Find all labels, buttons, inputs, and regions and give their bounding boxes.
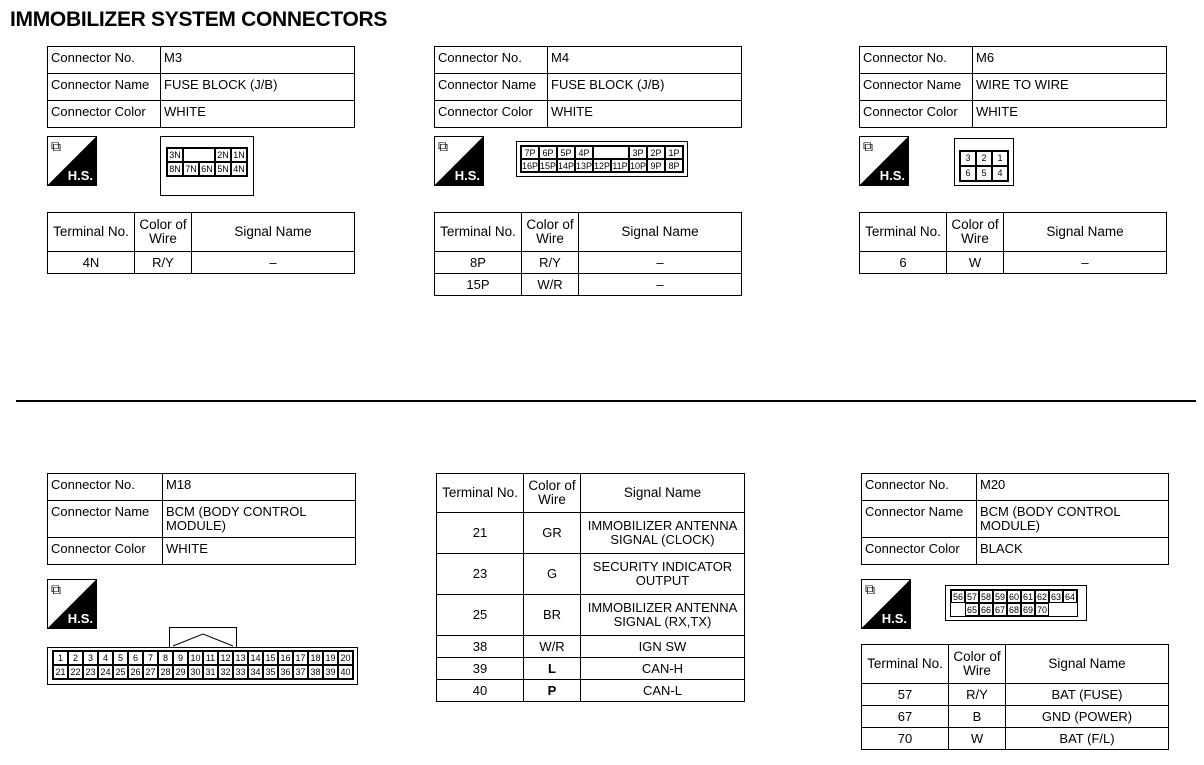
signal-name: –	[579, 252, 742, 274]
m4-connector-face	[516, 141, 688, 177]
m20-terminal-table	[861, 644, 1169, 750]
label-connector-color: Connector Color	[862, 538, 977, 565]
signal-name: –	[1004, 252, 1167, 274]
pin-5: 5	[113, 651, 128, 665]
table-row	[860, 252, 1167, 274]
m4-connector-name: FUSE BLOCK (J/B)	[548, 74, 742, 101]
terminal-no: 15P	[435, 274, 522, 296]
wire-color: GR	[524, 513, 581, 554]
header-terminal-no: Terminal No.	[862, 645, 949, 684]
wire-color: P	[524, 680, 581, 702]
pin-7P: 7P	[521, 146, 539, 159]
header-signal-name: Signal Name	[579, 213, 742, 252]
pin-10P: 10P	[630, 161, 647, 171]
table-row	[437, 595, 745, 636]
header-terminal-no: Terminal No.	[435, 213, 522, 252]
terminal-no: 6	[860, 252, 947, 274]
hs-symbol	[859, 136, 909, 186]
pin-13: 13	[233, 651, 248, 665]
header-signal-name: Signal Name	[581, 474, 745, 513]
pin-26: 26	[128, 665, 143, 679]
m20-connector-color: BLACK	[977, 538, 1169, 565]
header-terminal-no: Terminal No.	[860, 213, 947, 252]
pin-blank	[593, 146, 629, 159]
header-color-of-wire: Color of Wire	[947, 213, 1004, 252]
label-connector-color: Connector Color	[48, 538, 163, 565]
pin-1N: 1N	[231, 148, 247, 162]
pin-62: 62	[1036, 592, 1047, 602]
wire-color: BR	[524, 595, 581, 636]
label-connector-color: Connector Color	[435, 101, 548, 128]
m4-connector-no: M4	[548, 47, 742, 74]
pin-64: 64	[1064, 592, 1075, 602]
pin-13P: 13P	[576, 161, 593, 171]
m18-connector-name: BCM (BODY CONTROL MODULE)	[163, 501, 356, 538]
m20-connector-no: M20	[977, 474, 1169, 501]
m3-connector-no: M3	[161, 47, 355, 74]
terminal-no: 38	[437, 636, 524, 658]
m20-info-table	[861, 473, 1169, 565]
connector-face-icon: ⧉	[865, 581, 875, 597]
wire-color: L	[524, 658, 581, 680]
m6-info-table	[859, 46, 1167, 128]
terminal-no: 4N	[48, 252, 135, 274]
pin-9P: 9P	[647, 159, 665, 172]
wire-color: R/Y	[522, 252, 579, 274]
label-connector-name: Connector Name	[860, 74, 973, 101]
label-connector-name: Connector Name	[862, 501, 977, 538]
pin-16P: 16P	[522, 161, 539, 171]
table-row	[437, 554, 745, 595]
signal-name: IMMOBILIZER ANTENNA SIGNAL (RX,TX)	[581, 595, 745, 636]
m3-terminal-table	[47, 212, 355, 274]
label-connector-no: Connector No.	[48, 474, 163, 501]
label-connector-color: Connector Color	[48, 101, 161, 128]
label-connector-color: Connector Color	[860, 101, 973, 128]
table-row	[437, 680, 745, 702]
terminal-no: 8P	[435, 252, 522, 274]
terminal-no: 39	[437, 658, 524, 680]
pin-8: 8	[158, 651, 173, 665]
m6-terminal-table	[859, 212, 1167, 274]
signal-name: BAT (F/L)	[1006, 728, 1169, 750]
connector-face-icon: ⧉	[51, 138, 61, 154]
terminal-no: 25	[437, 595, 524, 636]
table-row	[435, 252, 742, 274]
table-row	[437, 636, 745, 658]
m18-connector-no: M18	[163, 474, 356, 501]
m3-connector-color: WHITE	[161, 101, 355, 128]
wire-color: W	[949, 728, 1006, 750]
hs-label: H.S.	[881, 611, 907, 626]
header-terminal-no: Terminal No.	[48, 213, 135, 252]
pin-18: 18	[308, 651, 323, 665]
wire-color: R/Y	[135, 252, 192, 274]
pin-4P: 4P	[575, 146, 593, 159]
pin-3: 3	[83, 651, 98, 665]
m4-info-table	[434, 46, 742, 128]
pin-20: 20	[338, 651, 353, 665]
wire-color: W/R	[522, 274, 579, 296]
pin-9: 9	[173, 651, 188, 665]
pin-1: 1	[53, 651, 68, 665]
signal-name: BAT (FUSE)	[1006, 684, 1169, 706]
m20-connector-face	[945, 585, 1087, 621]
pin-11P: 11P	[612, 161, 628, 171]
header-signal-name: Signal Name	[1006, 645, 1169, 684]
pin-16: 16	[278, 651, 293, 665]
signal-name: CAN-L	[581, 680, 745, 702]
table-row	[862, 706, 1169, 728]
pin-2: 2	[68, 651, 83, 665]
pin-21: 21	[53, 665, 68, 679]
terminal-no: 40	[437, 680, 524, 702]
pin-2N: 2N	[215, 148, 231, 162]
pin-68: 68	[1008, 605, 1019, 615]
m18-terminal-table	[436, 473, 745, 702]
pin-19: 19	[323, 651, 338, 665]
connector-face-icon: ⧉	[51, 581, 61, 597]
pin-38: 38	[308, 665, 323, 679]
m4-connector-color: WHITE	[548, 101, 742, 128]
m6-connector-name: WIRE TO WIRE	[973, 74, 1167, 101]
pin-4: 4	[98, 651, 113, 665]
pin-15: 15	[263, 651, 278, 665]
pin-12P: 12P	[594, 161, 611, 171]
pin-32: 32	[218, 665, 233, 679]
pin-3: 3	[960, 151, 976, 166]
pin-3N: 3N	[167, 148, 183, 162]
table-row	[437, 513, 745, 554]
hs-label: H.S.	[67, 611, 93, 626]
terminal-no: 70	[862, 728, 949, 750]
pin-25: 25	[113, 665, 128, 679]
pin-6N: 6N	[199, 162, 215, 176]
wire-color: R/Y	[949, 684, 1006, 706]
m6-connector-no: M6	[973, 47, 1167, 74]
pin-31: 31	[203, 665, 218, 679]
pin-35: 35	[263, 665, 278, 679]
pin-7N: 7N	[183, 162, 199, 176]
pin-67: 67	[994, 605, 1005, 615]
wire-color: W	[947, 252, 1004, 274]
header-color-of-wire: Color of Wire	[522, 213, 579, 252]
connector-face-icon: ⧉	[863, 138, 873, 154]
signal-name: IGN SW	[581, 636, 745, 658]
pin-5N: 5N	[215, 162, 231, 176]
table-row	[48, 252, 355, 274]
terminal-no: 23	[437, 554, 524, 595]
pin-1: 1	[992, 151, 1008, 166]
m3-connector-name: FUSE BLOCK (J/B)	[161, 74, 355, 101]
label-connector-no: Connector No.	[860, 47, 973, 74]
pin-69: 69	[1022, 605, 1033, 615]
table-row	[862, 728, 1169, 750]
pin-60: 60	[1008, 592, 1019, 602]
pin-5P: 5P	[557, 146, 575, 159]
hs-symbol	[861, 579, 911, 629]
header-terminal-no: Terminal No.	[437, 474, 524, 513]
pin-11: 11	[203, 651, 218, 665]
hs-label: H.S.	[67, 168, 93, 183]
wire-color: W/R	[524, 636, 581, 658]
pin-2: 2	[976, 151, 992, 166]
terminal-no: 57	[862, 684, 949, 706]
pin-14P: 14P	[558, 161, 575, 171]
signal-name: SECURITY INDICATOR OUTPUT	[581, 554, 745, 595]
pin-65: 65	[966, 605, 977, 615]
m4-terminal-table	[434, 212, 742, 296]
pin-63: 63	[1050, 592, 1061, 602]
label-connector-no: Connector No.	[435, 47, 548, 74]
pin-2P: 2P	[647, 146, 665, 159]
pin-66: 66	[980, 605, 991, 615]
connector-face-icon: ⧉	[438, 138, 448, 154]
pin-7: 7	[143, 651, 158, 665]
pin-28: 28	[158, 665, 173, 679]
pin-6: 6	[128, 651, 143, 665]
pin-36: 36	[278, 665, 293, 679]
m20-connector-name: BCM (BODY CONTROL MODULE)	[977, 501, 1169, 538]
pin-6: 6	[960, 166, 976, 181]
pin-15P: 15P	[540, 161, 557, 171]
signal-name: –	[192, 252, 355, 274]
signal-name: IMMOBILIZER ANTENNA SIGNAL (CLOCK)	[581, 513, 745, 554]
pin-29: 29	[173, 665, 188, 679]
pin-40: 40	[338, 665, 353, 679]
pin-6P: 6P	[539, 146, 557, 159]
m3-info-table	[47, 46, 355, 128]
pin-12: 12	[218, 651, 233, 665]
pin-23: 23	[83, 665, 98, 679]
section-divider	[16, 400, 1196, 402]
hs-symbol	[434, 136, 484, 186]
pin-22: 22	[68, 665, 83, 679]
pin-3P: 3P	[629, 146, 647, 159]
table-row	[437, 658, 745, 680]
m18-info-table	[47, 473, 356, 565]
table-row	[435, 274, 742, 296]
hs-label: H.S.	[879, 168, 905, 183]
header-signal-name: Signal Name	[1004, 213, 1167, 252]
label-connector-no: Connector No.	[862, 474, 977, 501]
signal-name: –	[579, 274, 742, 296]
pin-24: 24	[98, 665, 113, 679]
pin-59: 59	[994, 592, 1005, 602]
header-color-of-wire: Color of Wire	[524, 474, 581, 513]
label-connector-name: Connector Name	[48, 74, 161, 101]
terminal-no: 21	[437, 513, 524, 554]
pin-61: 61	[1022, 592, 1033, 602]
hs-label: H.S.	[454, 168, 480, 183]
pin-14: 14	[248, 651, 263, 665]
header-color-of-wire: Color of Wire	[135, 213, 192, 252]
pin-1P: 1P	[665, 146, 683, 159]
pin-10: 10	[188, 651, 203, 665]
pin-70: 70	[1036, 605, 1047, 615]
hs-symbol	[47, 579, 97, 629]
pin-56: 56	[952, 592, 963, 602]
pin-4N: 4N	[231, 162, 247, 176]
label-connector-name: Connector Name	[435, 74, 548, 101]
header-signal-name: Signal Name	[192, 213, 355, 252]
signal-name: GND (POWER)	[1006, 706, 1169, 728]
pin-8N: 8N	[167, 162, 183, 176]
wire-color: B	[949, 706, 1006, 728]
pin-58: 58	[980, 592, 991, 602]
label-connector-no: Connector No.	[48, 47, 161, 74]
m6-connector-face	[954, 138, 1014, 186]
pin-30: 30	[188, 665, 203, 679]
wire-color: G	[524, 554, 581, 595]
label-connector-name: Connector Name	[48, 501, 163, 538]
pin-34: 34	[248, 665, 263, 679]
m6-connector-color: WHITE	[973, 101, 1167, 128]
m18-connector-color: WHITE	[163, 538, 356, 565]
pin-57: 57	[966, 592, 977, 602]
m3-connector-face	[160, 136, 254, 196]
hs-symbol	[47, 136, 97, 186]
pin-17: 17	[293, 651, 308, 665]
pin-blank	[183, 148, 215, 162]
pin-5: 5	[976, 166, 992, 181]
pin-8P: 8P	[665, 159, 683, 172]
signal-name: CAN-H	[581, 658, 745, 680]
table-row	[862, 684, 1169, 706]
pin-37: 37	[293, 665, 308, 679]
header-color-of-wire: Color of Wire	[949, 645, 1006, 684]
pin-33: 33	[233, 665, 248, 679]
pin-4: 4	[992, 166, 1008, 181]
page-title: IMMOBILIZER SYSTEM CONNECTORS	[10, 8, 388, 31]
pin-39: 39	[323, 665, 338, 679]
terminal-no: 67	[862, 706, 949, 728]
pin-27: 27	[143, 665, 158, 679]
